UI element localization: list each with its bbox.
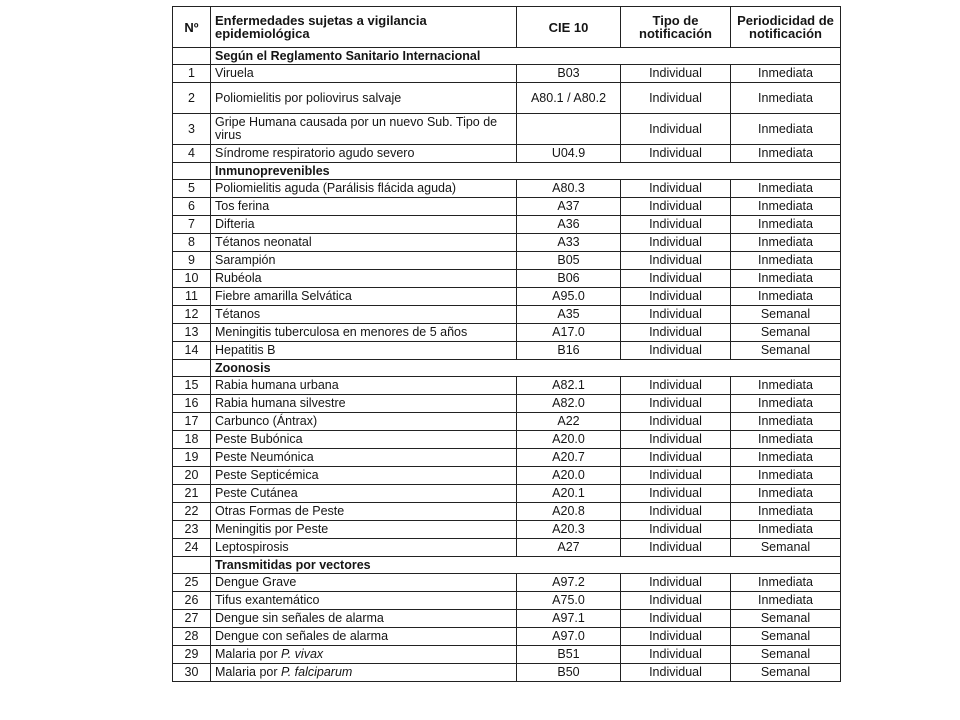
notification-period: Inmediata [731,592,841,610]
notification-type: Individual [621,288,731,306]
table-row [173,628,841,646]
disease-name: Peste Neumónica [211,449,517,467]
cie10-code: A82.1 [517,377,621,395]
disease-name: Leptospirosis [211,539,517,557]
row-number: 19 [173,449,211,467]
notification-type: Individual [621,431,731,449]
table-row [173,503,841,521]
cie10-code: A36 [517,216,621,234]
header-period: Periodicidad de notificación [731,7,841,48]
row-number: 14 [173,342,211,360]
table-row [173,485,841,503]
notification-type: Individual [621,449,731,467]
cie10-code: A20.8 [517,503,621,521]
table-row [173,198,841,216]
cie10-code: A97.0 [517,628,621,646]
surveillance-table-document [172,6,840,682]
disease-name: Viruela [211,65,517,83]
row-number: 13 [173,324,211,342]
notification-period: Inmediata [731,270,841,288]
notification-type: Individual [621,485,731,503]
notification-period: Inmediata [731,216,841,234]
row-number: 8 [173,234,211,252]
row-number: 3 [173,114,211,145]
notification-period: Semanal [731,306,841,324]
disease-name: Dengue con señales de alarma [211,628,517,646]
row-number: 20 [173,467,211,485]
notification-period: Inmediata [731,449,841,467]
table-row [173,270,841,288]
table-row [173,431,841,449]
notification-type: Individual [621,413,731,431]
notification-period: Inmediata [731,467,841,485]
row-number: 21 [173,485,211,503]
notification-period: Inmediata [731,234,841,252]
disease-name: Síndrome respiratorio agudo severo [211,145,517,163]
cie10-code: A80.3 [517,180,621,198]
notification-type: Individual [621,610,731,628]
cie10-code: A97.1 [517,610,621,628]
notification-type: Individual [621,395,731,413]
notification-type: Individual [621,252,731,270]
row-number: 23 [173,521,211,539]
notification-type: Individual [621,342,731,360]
cie10-code: A82.0 [517,395,621,413]
disease-name: Peste Septicémica [211,467,517,485]
cie10-code: A95.0 [517,288,621,306]
section-title: Transmitidas por vectores [211,557,841,574]
cie10-code: A37 [517,198,621,216]
header-disease: Enfermedades sujetas a vigilancia epidemiológica [211,7,517,48]
notification-period: Inmediata [731,288,841,306]
diseases-table [172,6,841,682]
header-num: Nº [173,7,211,48]
row-number: 11 [173,288,211,306]
section-header-row [173,48,841,65]
disease-name-species: P. falciparum [281,665,353,679]
disease-name: Fiebre amarilla Selvática [211,288,517,306]
table-row [173,467,841,485]
notification-period: Inmediata [731,485,841,503]
notification-period: Semanal [731,610,841,628]
notification-period: Inmediata [731,503,841,521]
row-number: 10 [173,270,211,288]
table-row [173,180,841,198]
notification-period: Semanal [731,628,841,646]
cie10-code: A20.0 [517,431,621,449]
table-row [173,395,841,413]
row-number: 29 [173,646,211,664]
row-number: 5 [173,180,211,198]
table-row [173,145,841,163]
row-number: 27 [173,610,211,628]
cie10-code: A20.3 [517,521,621,539]
cie10-code: A75.0 [517,592,621,610]
cie10-code: A80.1 / A80.2 [517,83,621,114]
disease-name: Otras Formas de Peste [211,503,517,521]
notification-type: Individual [621,539,731,557]
notification-type: Individual [621,646,731,664]
notification-type: Individual [621,592,731,610]
disease-name: Poliomielitis por poliovirus salvaje [211,83,517,114]
row-number: 2 [173,83,211,114]
notification-period: Inmediata [731,521,841,539]
notification-period: Inmediata [731,413,841,431]
table-row [173,252,841,270]
row-number: 24 [173,539,211,557]
notification-period: Semanal [731,539,841,557]
notification-period: Inmediata [731,395,841,413]
notification-type: Individual [621,324,731,342]
notification-type: Individual [621,467,731,485]
disease-name: Meningitis tuberculosa en menores de 5 años [211,324,517,342]
table-row [173,646,841,664]
row-number: 18 [173,431,211,449]
disease-name: Meningitis por Peste [211,521,517,539]
notification-type: Individual [621,521,731,539]
notification-type: Individual [621,65,731,83]
cie10-code: A27 [517,539,621,557]
notification-period: Inmediata [731,431,841,449]
row-number: 1 [173,65,211,83]
notification-period: Inmediata [731,83,841,114]
table-row [173,114,841,145]
cie10-code: A35 [517,306,621,324]
table-row [173,521,841,539]
table-row [173,342,841,360]
notification-type: Individual [621,628,731,646]
section-title: Inmunoprevenibles [211,163,841,180]
row-number: 7 [173,216,211,234]
notification-period: Semanal [731,342,841,360]
cie10-code [517,114,621,145]
notification-period: Inmediata [731,65,841,83]
notification-type: Individual [621,503,731,521]
notification-type: Individual [621,234,731,252]
cie10-code: B03 [517,65,621,83]
notification-period: Semanal [731,646,841,664]
cie10-code: U04.9 [517,145,621,163]
table-row [173,83,841,114]
notification-type: Individual [621,83,731,114]
table-row [173,610,841,628]
notification-type: Individual [621,306,731,324]
cie10-code: A20.1 [517,485,621,503]
table-row [173,413,841,431]
row-number: 25 [173,574,211,592]
notification-type: Individual [621,145,731,163]
header-row [173,7,841,48]
table-row [173,664,841,682]
table-row [173,592,841,610]
section-num-cell [173,163,211,180]
disease-name: Sarampión [211,252,517,270]
cie10-code: B16 [517,342,621,360]
table-row [173,574,841,592]
notification-type: Individual [621,198,731,216]
notification-period: Semanal [731,664,841,682]
table-row [173,288,841,306]
disease-name: Gripe Humana causada por un nuevo Sub. Tipo de virus [211,114,517,145]
cie10-code: A22 [517,413,621,431]
disease-name: Tifus exantemático [211,592,517,610]
cie10-code: A97.2 [517,574,621,592]
section-header-row [173,360,841,377]
notification-period: Inmediata [731,114,841,145]
disease-name-prefix: Malaria por [215,647,281,661]
notification-type: Individual [621,270,731,288]
disease-name: Tétanos neonatal [211,234,517,252]
row-number: 12 [173,306,211,324]
section-header-row [173,557,841,574]
table-row [173,324,841,342]
notification-period: Inmediata [731,145,841,163]
disease-name [211,646,517,664]
notification-type: Individual [621,114,731,145]
notification-type: Individual [621,574,731,592]
cie10-code: B51 [517,646,621,664]
row-number: 4 [173,145,211,163]
row-number: 16 [173,395,211,413]
header-tipo: Tipo de notificación [621,7,731,48]
disease-name: Difteria [211,216,517,234]
notification-type: Individual [621,216,731,234]
row-number: 15 [173,377,211,395]
disease-name [211,664,517,682]
table-row [173,377,841,395]
row-number: 6 [173,198,211,216]
row-number: 26 [173,592,211,610]
table-row [173,306,841,324]
section-title: Según el Reglamento Sanitario Internacional [211,48,841,65]
section-num-cell [173,48,211,65]
disease-name: Rabia humana silvestre [211,395,517,413]
disease-name: Rabia humana urbana [211,377,517,395]
disease-name: Carbunco (Ántrax) [211,413,517,431]
cie10-code: B06 [517,270,621,288]
table-body [173,48,841,682]
table-row [173,449,841,467]
cie10-code: B50 [517,664,621,682]
cie10-code: A20.7 [517,449,621,467]
disease-name: Dengue sin señales de alarma [211,610,517,628]
disease-name: Tétanos [211,306,517,324]
disease-name: Dengue Grave [211,574,517,592]
disease-name: Poliomielitis aguda (Parálisis flácida aguda) [211,180,517,198]
notification-period: Inmediata [731,180,841,198]
header-code: CIE 10 [517,7,621,48]
disease-name: Hepatitis B [211,342,517,360]
notification-type: Individual [621,180,731,198]
section-num-cell [173,557,211,574]
section-header-row [173,163,841,180]
notification-period: Inmediata [731,574,841,592]
row-number: 28 [173,628,211,646]
section-num-cell [173,360,211,377]
notification-type: Individual [621,664,731,682]
notification-type: Individual [621,377,731,395]
table-row [173,216,841,234]
row-number: 9 [173,252,211,270]
table-row [173,234,841,252]
cie10-code: A17.0 [517,324,621,342]
row-number: 22 [173,503,211,521]
disease-name-prefix: Malaria por [215,665,281,679]
notification-period: Inmediata [731,252,841,270]
row-number: 17 [173,413,211,431]
table-row [173,539,841,557]
cie10-code: A33 [517,234,621,252]
section-title: Zoonosis [211,360,841,377]
disease-name-species: P. vivax [281,647,324,661]
disease-name: Rubéola [211,270,517,288]
notification-period: Inmediata [731,377,841,395]
cie10-code: B05 [517,252,621,270]
disease-name: Peste Bubónica [211,431,517,449]
notification-period: Inmediata [731,198,841,216]
table-row [173,65,841,83]
row-number: 30 [173,664,211,682]
notification-period: Semanal [731,324,841,342]
cie10-code: A20.0 [517,467,621,485]
disease-name: Tos ferina [211,198,517,216]
disease-name: Peste Cutánea [211,485,517,503]
